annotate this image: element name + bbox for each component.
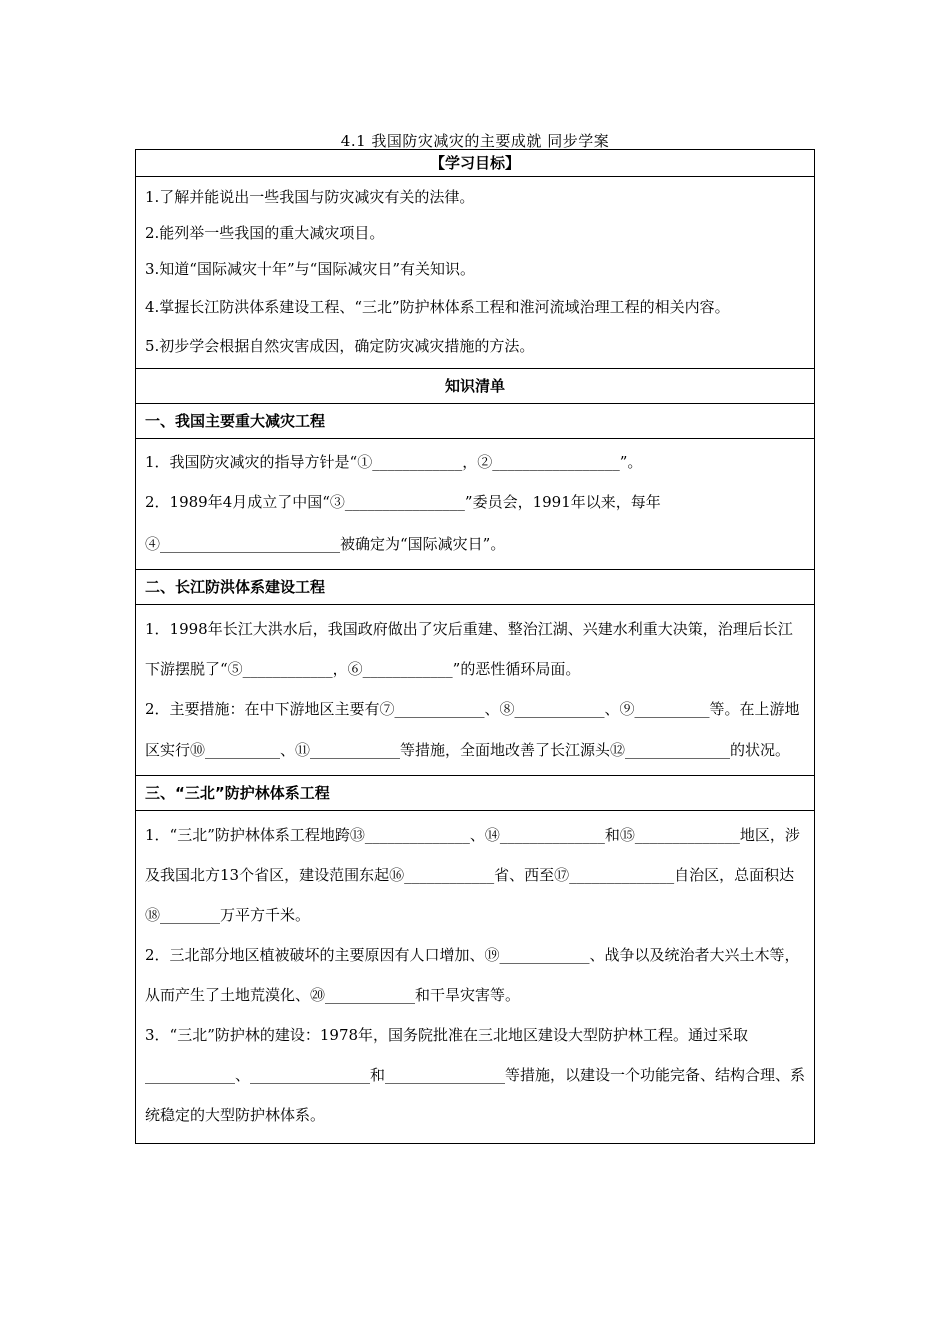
section-item: 2．主要措施：在中下游地区主要有⑦____________、⑧____________、⑨__________等。在上游地区实行⑩__________、⑪____________等措施，全面地改善了长江源头⑫______________的状况。 bbox=[145, 700, 800, 759]
section-item: 1．“三北”防护林体系工程地跨⑬______________、⑭______________和⑮______________地区，涉及我国北方13个省区，建设范围东起⑯____________省、西至⑰______________自治区，总面积达⑱________万平方千米。 bbox=[145, 826, 800, 924]
goal-item: 4.掌握长江防洪体系建设工程、“三北”防护林体系工程和淮河流域治理工程的相关内容。 bbox=[145, 298, 730, 316]
goal-item: 3.知道“国际减灾十年”与“国际减灾日”有关知识。 bbox=[145, 260, 475, 278]
page-title: 4.1 我国防灾减灾的主要成就 同步学案 bbox=[340, 132, 610, 150]
section-item: 2．三北部分地区植被破坏的主要原因有人口增加、⑲____________、战争以及统治者大兴土木等，从而产生了土地荒漠化、⑳____________和干旱灾害等。 bbox=[145, 946, 800, 1004]
section-item: 2．1989年4月成立了中国“③________________”委员会，1991年以来，每年④________________________被确定为“国际减灾日”。 bbox=[145, 493, 661, 553]
section-body bbox=[136, 605, 815, 776]
worksheet-table bbox=[135, 149, 815, 1144]
section-heading: 二、长江防洪体系建设工程 bbox=[136, 570, 815, 605]
goal-item: 1.了解并能说出一些我国与防灾减灾有关的法律。 bbox=[145, 188, 475, 206]
section-item: 1．我国防灾减灾的指导方针是“①____________，②_________________”。 bbox=[145, 453, 643, 471]
section-item: 3．“三北”防护林的建设：1978年，国务院批准在三北地区建设大型防护林工程。通过采取____________、________________和________________等措施，以建设一个功能完备、结构合理、系统稳定的大型防护林体系。 bbox=[145, 1026, 806, 1124]
section-body bbox=[136, 811, 815, 1144]
goal-item: 2.能列举一些我国的重大减灾项目。 bbox=[145, 224, 385, 242]
section-body bbox=[136, 439, 815, 570]
section-item: 1．1998年长江大洪水后，我国政府做出了灾后重建、整治江湖、兴建水利重大决策，治理后长江下游摆脱了“⑤____________，⑥____________”的恶性循环局面。 bbox=[145, 620, 793, 678]
section-heading: 一、我国主要重大减灾工程 bbox=[136, 404, 815, 439]
knowledge-header: 知识清单 bbox=[136, 369, 815, 404]
goal-item: 5.初步学会根据自然灾害成因，确定防灾减灾措施的方法。 bbox=[145, 337, 535, 355]
goals-cell bbox=[136, 177, 815, 369]
section-heading: 三、“三北”防护林体系工程 bbox=[136, 776, 815, 811]
goals-header: 【学习目标】 bbox=[136, 150, 815, 177]
